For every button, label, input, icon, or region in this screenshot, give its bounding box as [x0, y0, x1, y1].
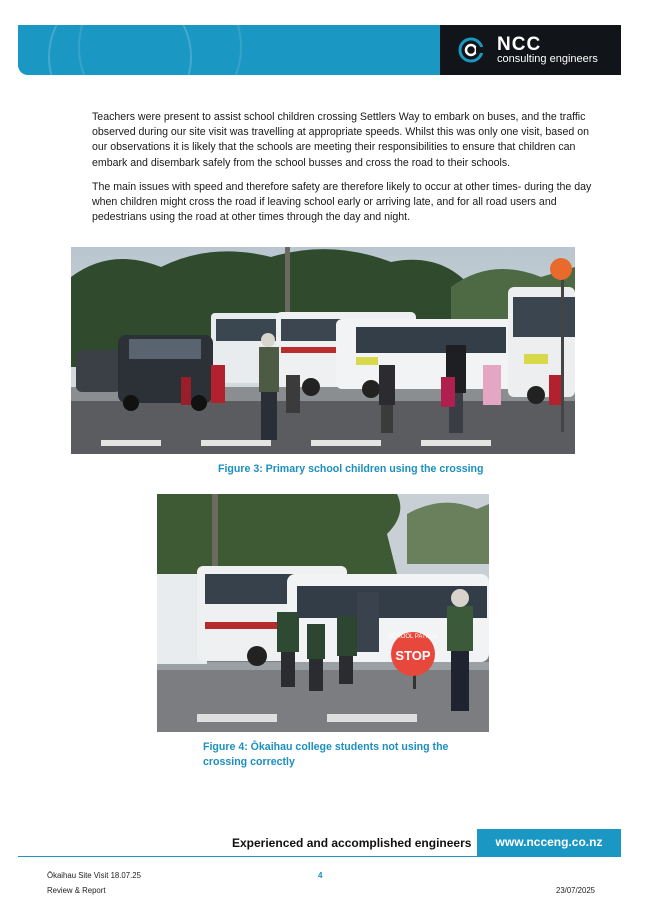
logo-name: NCC	[497, 34, 542, 55]
logo-subtitle: consulting engineers	[497, 53, 598, 65]
ncc-logo-icon	[458, 37, 484, 63]
page-number: 4	[318, 871, 323, 880]
footer-divider	[18, 856, 621, 857]
footer-tagline: Experienced and accomplished engineers	[232, 836, 472, 850]
body-paragraph: Teachers were present to assist school children crossing Settlers Way to embark on buses, and the traffic observed during our site visit was travelling at appropriate speeds. Whilst this was only one visit, based on our observations it is likely that the schools are meeting their responsibilities to ensure that children can embark and disembark safely from the school busses and cross the road to their schools.	[92, 111, 589, 169]
figure-4-photo	[157, 494, 489, 732]
footer-website-link[interactable]: www.ncceng.co.nz	[477, 829, 621, 856]
figure-4-caption-line: Figure 4: Ōkaihau college students not using the	[203, 741, 449, 753]
decorative-swirl	[78, 25, 242, 75]
figure-3-photo	[71, 247, 575, 454]
body-paragraph: The main issues with speed and therefore safety are therefore likely to occur at other times- during the day when children might cross the road if leaving school early or arriving late, and for all road users and pedestrians using the road at other times through the day and night.	[92, 181, 592, 224]
footer-doc-title: Ōkaihau Site Visit 18.07.25	[47, 871, 141, 880]
footer-doc-subtitle: Review & Report	[47, 886, 106, 895]
stop-sign-text: STOP	[395, 648, 431, 663]
school-patrol-text: SCHOOL PATROL	[388, 634, 438, 640]
figure-4-caption-line: crossing correctly	[203, 756, 295, 768]
footer-date: 23/07/2025	[556, 886, 596, 895]
figure-4-caption	[203, 740, 448, 770]
figure-3-caption: Figure 3: Primary school children using the crossing	[218, 463, 484, 475]
